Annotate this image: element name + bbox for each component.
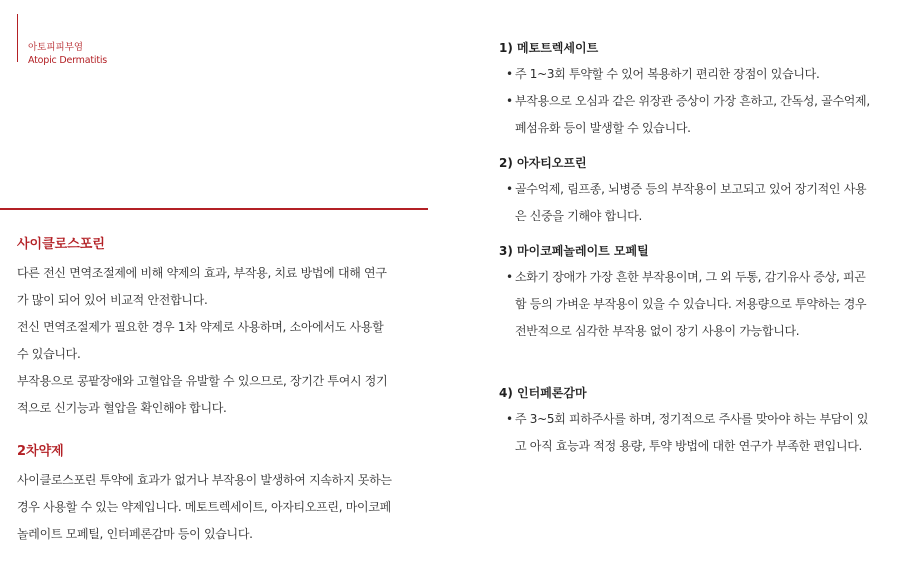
paragraph: 사이클로스포린 투약에 효과가 없거나 부작용이 발생하여 지속하지 못하는 경우 사용할 수 있는 약제입니다. 메토트렉세이트, 아자티오프린, 마이코페놀레이트 모페틸, 인터페론감마 등이 있습니다. [17,473,392,541]
header-accent-line [17,14,18,62]
header-title-korean: 아토피피부염 [28,42,84,53]
section-title-cyclosporine: 사이클로스포린 [17,237,105,252]
bullet-point: • 주 1~3회 투약할 수 있어 복용하기 편리한 장점이 있습니다. [499,61,871,88]
drug-item-interferon-gamma [499,385,871,460]
paragraph: 부작용으로 콩팥장애와 고혈압을 유발할 수 있으므로, 장기간 투여시 정기적으로 신기능과 혈압을 확인해야 합니다. [17,374,388,415]
drug-title: 1) 메토트렉세이트 [499,41,599,55]
right-column [499,40,871,473]
drug-title: 2) 아자티오프린 [499,156,587,170]
section-title-second-line: 2차약제 [17,444,64,459]
left-column [17,236,397,548]
drug-item-mycophenolate [499,243,871,345]
paragraph: 다른 전신 면역조절제에 비해 약제의 효과, 부작용, 치료 방법에 대해 연구가 많이 되어 있어 비교적 안전합니다. [17,266,387,307]
bullet-point: • 주 3~5회 피하주사를 하며, 정기적으로 주사를 맞아야 하는 부담이 있고 아직 효능과 적정 용량, 투약 방법에 대한 연구가 부족한 편입니다. [499,406,871,460]
bullet-point: • 부작용으로 오심과 같은 위장관 증상이 가장 흔하고, 간독성, 골수억제, 폐섬유화 등이 발생할 수 있습니다. [499,88,871,142]
header-title-english: Atopic Dermatitis [28,55,108,66]
running-header [28,41,107,67]
drug-item-methotrexate [499,40,871,142]
section-divider [0,208,428,210]
bullet-point: • 골수억제, 림프종, 뇌병증 등의 부작용이 보고되고 있어 장기적인 사용은 신중을 기해야 합니다. [499,176,871,230]
bullet-point: • 소화기 장애가 가장 흔한 부작용이며, 그 외 두통, 감기유사 증상, 피곤함 등의 가벼운 부작용이 있을 수 있습니다. 저용량으로 투약하는 경우 전반적으로 심각한 부작용 없이 장기 사용이 가능합니다. [499,264,871,345]
drug-title: 3) 마이코페놀레이트 모페틸 [499,244,649,258]
drug-title: 4) 인터페론감마 [499,386,587,400]
paragraph: 전신 면역조절제가 필요한 경우 1차 약제로 사용하며, 소아에서도 사용할 수 있습니다. [17,320,384,361]
drug-item-azathioprine [499,155,871,230]
